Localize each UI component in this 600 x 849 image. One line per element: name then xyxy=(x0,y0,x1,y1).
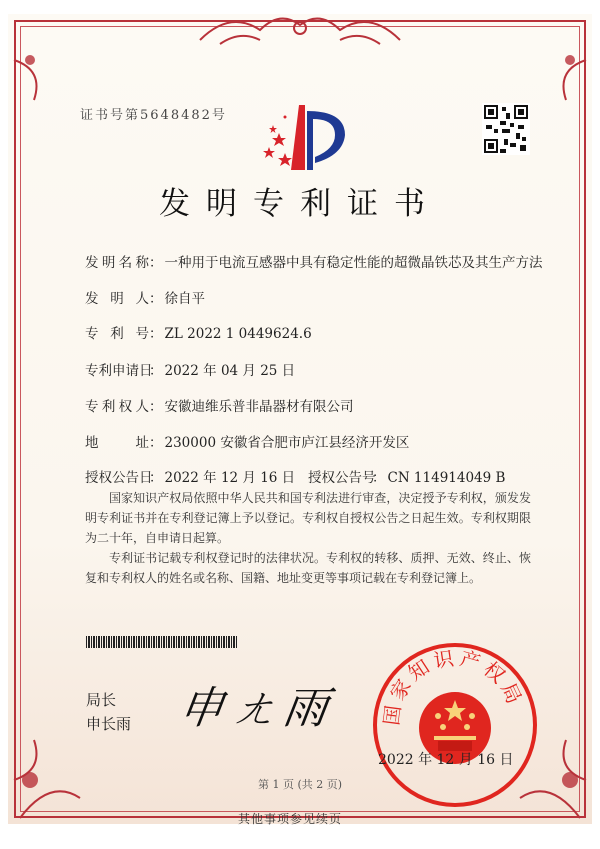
field-value: 230000 安徽省合肥市庐江县经济开发区 xyxy=(164,435,410,451)
field-label: 专利申请日 xyxy=(85,363,153,379)
field-value: 一种用于电流互感器中具有稳定性能的超微晶铁芯及其生产方法 xyxy=(164,255,543,271)
field-patentee: 专利权人 ： 安徽迪维乐普非晶器材有限公司 xyxy=(85,395,354,415)
field-address: 地址 ： 230000 安徽省合肥市庐江县经济开发区 xyxy=(85,431,409,451)
field-announcement-date: 授权公告日 ： 2022 年 12 月 16 日 xyxy=(85,466,295,486)
field-patent-number: 专利号 ： ZL 2022 1 0449624.6 xyxy=(85,322,312,342)
cnipa-logo xyxy=(255,105,350,175)
field-announcement-number: 授权公告号 ： CN 114914049 B xyxy=(308,466,505,486)
field-label: 地址 xyxy=(85,435,149,451)
certificate-title: 发明专利证书 xyxy=(159,186,441,222)
seal-date: 2022 年 12 月 16 日 xyxy=(378,752,514,768)
field-value: CN 114914049 B xyxy=(387,470,506,486)
barcode xyxy=(86,636,238,648)
footer-note: 其他事项参见续页 xyxy=(237,812,342,826)
field-invention-name: 发明名称 ： 一种用于电流互感器中具有稳定性能的超微晶铁芯及其生产方法 xyxy=(85,251,543,271)
page-indicator: 第 1 页 (共 2 页) xyxy=(257,778,343,791)
field-application-date: 专利申请日 ： 2022 年 04 月 25 日 xyxy=(85,359,295,379)
field-label: 授权公告日 xyxy=(85,470,153,486)
field-label: 专利号 xyxy=(85,326,149,342)
field-value: 徐自平 xyxy=(164,291,205,307)
field-value: 2022 年 04 月 25 日 xyxy=(164,363,296,379)
field-label: 专利权人 xyxy=(85,399,149,415)
director-block xyxy=(86,688,131,736)
field-label: 授权公告号 xyxy=(308,470,376,486)
seal-text: 国家知识产权局 xyxy=(379,645,529,727)
certificate-number: 证书号第5648482号 xyxy=(80,108,227,123)
qr-code[interactable] xyxy=(482,103,530,155)
field-value: 2022 年 12 月 16 日 xyxy=(164,470,296,486)
field-label: 发明名称 xyxy=(85,255,149,271)
field-label: 发明人 xyxy=(85,291,149,307)
director-name: 申长雨 xyxy=(86,715,132,733)
legal-paragraph: 国家知识产权局依照中华人民共和国专利法进行审查，决定授予专利权，颁发发明专利证书并在专利登记簿上予以登记。专利权自授权公告之日起生效。专利权期限为二十年，自申请日起算。 xyxy=(85,491,531,545)
field-value: 安徽迪维乐普非晶器材有限公司 xyxy=(164,399,354,415)
legal-paragraph: 专利证书记载专利权登记时的法律状况。专利权的转移、质押、无效、终止、恢复和专利权人的姓名或名称、国籍、地址变更等事项记载在专利登记簿上。 xyxy=(85,551,531,585)
field-value: ZL 2022 1 0449624.6 xyxy=(164,326,312,342)
legal-statement xyxy=(85,488,531,588)
field-inventor: 发明人 ： 徐自平 xyxy=(85,287,205,307)
director-signature: 申ㄤ雨 xyxy=(175,683,339,734)
director-title: 局长 xyxy=(86,691,117,709)
